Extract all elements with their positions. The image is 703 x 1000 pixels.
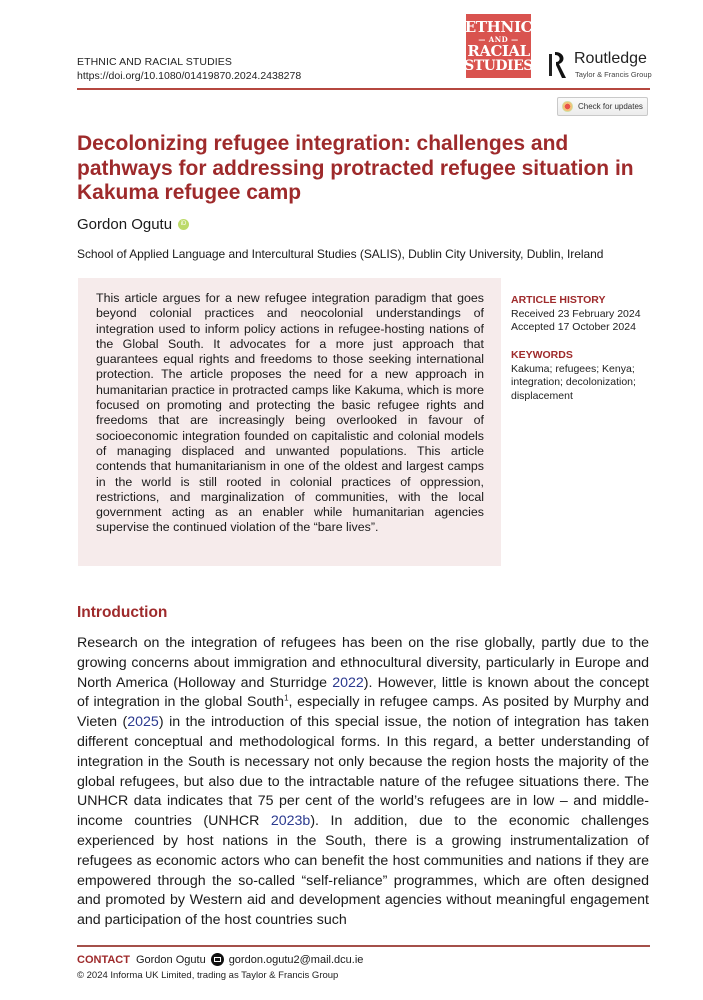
accepted-date: Accepted 17 October 2024 [511, 321, 636, 333]
contact-name: Gordon Ogutu [135, 953, 206, 966]
body-segment: ). However, little is known about the concept of integration in the global South [77, 674, 649, 711]
author-affiliation: School of Applied Language and Intercultural Studies (SALIS), Dublin City University, Dublin, Ireland [77, 247, 604, 261]
publisher-name: Routledge [574, 50, 647, 67]
contact-label: CONTACT [77, 953, 130, 966]
keywords [511, 349, 661, 403]
check-for-updates-button[interactable] [557, 97, 648, 116]
body-segment: , especially in refugee camps. As posited by Murphy and Vieten ( [77, 694, 649, 731]
journal-logo-line3: RACIAL [467, 41, 530, 60]
citation-link[interactable]: 2022 [332, 674, 364, 691]
doi-link[interactable]: https://doi.org/10.1080/01419870.2024.2438278 [77, 70, 302, 82]
article-title: Decolonizing refugee integration: challenges and pathways for addressing protracted refugee situation in Kakuma refugee camp [77, 132, 634, 204]
author-line [77, 216, 189, 233]
header-rule [77, 88, 650, 90]
journal-logo [466, 14, 531, 78]
citation-link[interactable]: 2025 [127, 714, 159, 731]
orcid-icon[interactable]: iD [178, 219, 189, 230]
email-icon [211, 953, 224, 966]
citation-link[interactable]: 2023b [270, 813, 311, 830]
body-segment: ) in the introduction of this special issue, the notion of integration has taken different conceptual and methodological forms. In this regard, a better understanding of integration in the South is necessary not only because the region hosts the majority of the global refugees, but also due to the intractable nature of the refugee situations there. The UNHCR data indicates that 75 per cent of the world’s refugees are in low – and middle-income countries (UNHCR [77, 714, 649, 830]
contact-line [77, 953, 363, 966]
copyright-notice: © 2024 Informa UK Limited, trading as Taylor & Francis Group [77, 970, 339, 981]
journal-name: ETHNIC AND RACIAL STUDIES [77, 56, 232, 68]
received-date: Received 23 February 2024 [511, 307, 641, 320]
footnote-marker[interactable]: 1 [284, 693, 289, 703]
abstract-text: This article argues for a new refugee integration paradigm that goes beyond colonial practices and neocolonial understandings of integration used to inform policy actions in refugee-hosting nations of the Global South. It advocates for a more just approach that guarantees equal rights and freedoms to those seeking international protection. The article proposes the need for a new approach in humanitarian practice in protracted camps like Kakuma, which is more focused on promoting and protecting the basic refugee rights and freedoms that are increasingly being overlooked in favour of socioeconomic integration founded on capitalistic and colonial models of managing displaced and unwanted populations. This article contends that humanitarianism in one of the oldest and largest camps in the world is still rooted in colonial practices of oppression, restrictions, and marginalization of communities, with the local government acting as an enabler while humanitarian agencies supervise the continued violation of the “bare lives”. [96, 291, 484, 535]
author-name[interactable]: Gordon Ogutu [77, 216, 173, 233]
publisher-subtitle: Taylor & Francis Group [575, 70, 652, 79]
bookmark-update-icon [562, 101, 573, 112]
article-history-heading: ARTICLE HISTORY [511, 294, 606, 306]
keywords-heading: KEYWORDS [511, 349, 573, 361]
article-history [511, 294, 661, 335]
journal-logo-line4: STUDIES [464, 57, 533, 74]
footer-rule [77, 945, 650, 947]
routledge-logo-icon [549, 50, 569, 80]
check-for-updates-label: Check for updates [578, 102, 643, 111]
keywords-list: Kakuma; refugees; Kenya; integration; decolonization; displacement [511, 362, 636, 402]
body-segment: Research on the integration of refugees has been on the rise globally, partly due to the growing concerns about immigration and ethnocultural diversity, particularly in Europe and North America (Holloway and Sturridge [77, 635, 649, 691]
introduction-heading: Introduction [77, 604, 168, 621]
body-segment: ). In addition, due to the economic challenges experienced by host nations in the South, there is a growing instrumentalization of refugees as economic actors who can benefit the host communities and nations if they are empowered through the so-called “self-reliance” programmes, which are often designed and promoted by Western aid and development agencies without meaningful engagement and participation of the host countries such [77, 813, 649, 929]
introduction-paragraph [77, 634, 649, 931]
journal-logo-line2: — AND — [478, 34, 519, 44]
journal-logo-line1: ETHNIC [464, 17, 533, 36]
contact-email-link[interactable]: gordon.ogutu2@mail.dcu.ie [228, 953, 364, 966]
